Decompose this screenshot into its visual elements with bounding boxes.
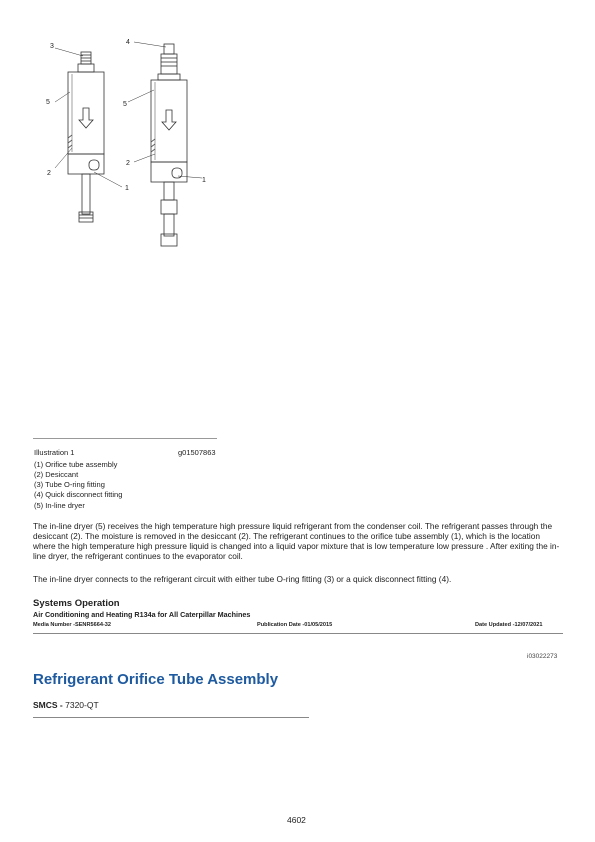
media-number: Media Number -SENR5664-32 — [33, 622, 112, 628]
illustration-id: g01507863 — [178, 448, 216, 457]
body-paragraph: The in-line dryer connects to the refrigerant circuit with either tube O-ring fitting (3) or a quick disconnect fitting (4). — [33, 574, 452, 584]
smcs-divider — [33, 717, 309, 718]
smcs-code: 7320-QT — [65, 700, 99, 710]
dryer-illustration — [30, 30, 230, 260]
illustration-label: Illustration 1 — [34, 448, 75, 457]
body-paragraph: The in-line dryer (5) receives the high temperature high pressure liquid refrigerant from the condenser coil. The refrigerant passes through the desiccant (2). The moisture is removed in the desiccant (2). The refrigerant continues to the orifice tube assembly (1), which is the location where the high temperature high pressure liquid is changed into a liquid vapor mixture that is low temperature low pressure . After exiting the in-line dryer, the refrigerant continues to the evaporator coil. — [33, 521, 560, 561]
callout-label: 5 — [46, 99, 50, 106]
figure-callouts — [46, 39, 206, 192]
callout-label: 1 — [202, 177, 206, 184]
callout-label: 4 — [126, 39, 130, 46]
document-title: Air Conditioning and Heating R134a for All Caterpillar Machines — [33, 610, 251, 619]
publication-date: Publication Date -01/05/2015 — [257, 622, 333, 628]
callout-label: 5 — [123, 101, 127, 108]
callout-legend-item: (3) Tube O-ring fitting — [34, 480, 105, 489]
right-dryer-drawing — [151, 44, 187, 246]
callout-legend-item: (4) Quick disconnect fitting — [34, 490, 123, 499]
page-heading: Refrigerant Orifice Tube Assembly — [33, 671, 279, 688]
callout-label: 2 — [47, 170, 51, 177]
left-dryer-drawing — [68, 52, 104, 222]
reference-id: i03022273 — [527, 653, 558, 660]
smcs-line — [33, 700, 99, 710]
caption-divider — [33, 438, 217, 439]
date-updated: Date Updated -12/07/2021 — [475, 622, 543, 628]
callout-label: 1 — [125, 185, 129, 192]
header-divider — [33, 633, 563, 634]
callout-legend-item: (1) Orifice tube assembly — [34, 460, 118, 469]
callout-legend-item: (2) Desiccant — [34, 470, 79, 479]
section-title: Systems Operation — [33, 598, 120, 609]
callout-legend-item: (5) In-line dryer — [34, 501, 85, 510]
smcs-label: SMCS - — [33, 700, 63, 710]
page-number: 4602 — [287, 815, 306, 825]
callout-label: 2 — [126, 160, 130, 167]
callout-label: 3 — [50, 43, 54, 50]
